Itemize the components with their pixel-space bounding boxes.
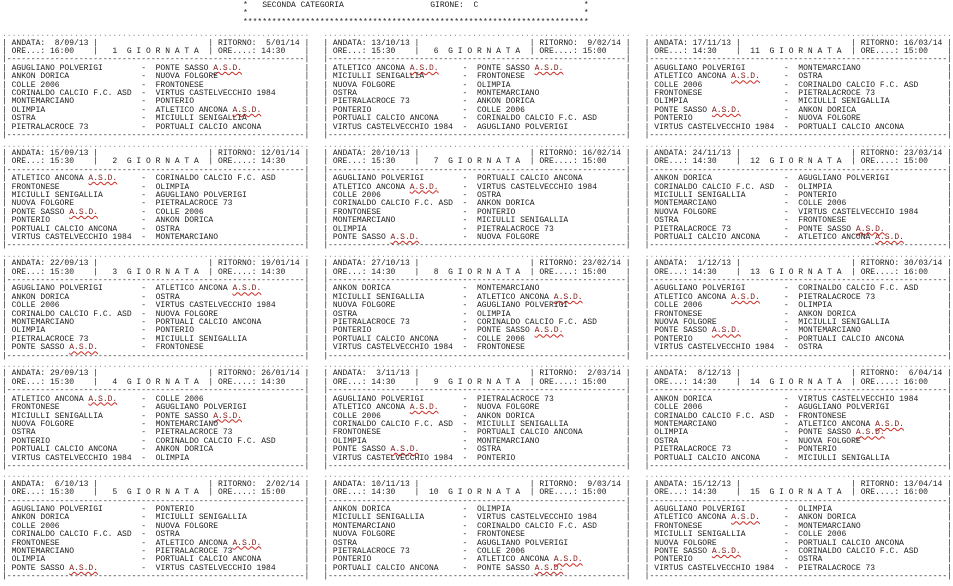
- card-bottom-border: |--------------------------------------------------------------|: [644, 351, 952, 361]
- match-row: | PORTUALI CALCIO ANCONA - MICIULLI SENIGALLIA |: [644, 453, 952, 463]
- match-row: | PIETRALACROCE 73 - PONTERIO |: [644, 445, 952, 455]
- match-row: | AGUGLIANO POLVERIGI - PIETRALACROCE 73 |: [323, 394, 631, 404]
- match-row: | VIRTUS CASTELVECCHIO 1984 - PIETRALACROCE 73 |: [644, 563, 952, 573]
- asd-spellcheck-underline: A.S.D.: [390, 232, 420, 242]
- card-times-row: | ORE...: 15:30 | 5 G I O R N A T A | ORE....: 15:00 |: [2, 488, 310, 498]
- card-separator: |--------------------------------------------------------------|: [323, 276, 631, 285]
- match-row: | COLLE 2006 - OSTRA |: [323, 190, 631, 200]
- match-row: | AGUGLIANO POLVERIGI - ATLETICO ANCONA A.S.D. |: [2, 284, 310, 294]
- match-row: | VIRTUS CASTELVECCHIO 1984 - AGUGLIANO POLVERIGI |: [323, 122, 631, 132]
- match-row: | NUOVA FOLGORE - OLIMPIA |: [323, 80, 631, 90]
- match-row: | AGUGLIANO POLVERIGI - MONTEMARCIANO |: [644, 63, 952, 73]
- match-row: | PONTE SASSO A.S.D. - ANKON DORICA |: [644, 105, 952, 115]
- card-dates-row: | ANDATA: 10/11/13 | | RITORNO: 9/03/14 |: [323, 479, 631, 489]
- asd-spellcheck-underline: A.S.D.: [213, 63, 243, 73]
- asd-spellcheck-underline: A.S.D.: [855, 224, 885, 234]
- match-row: | VIRTUS CASTELVECCHIO 1984 - FRONTONESE |: [323, 343, 631, 353]
- match-row: | NUOVA FOLGORE - PORTUALI CALCIO ANCONA |: [644, 538, 952, 548]
- match-row: | ANKON DORICA - OSTRA |: [2, 292, 310, 302]
- match-row: | FRONTONESE - ANKON DORICA |: [644, 309, 952, 319]
- match-row: | VIRTUS CASTELVECCHIO 1984 - OSTRA |: [644, 343, 952, 353]
- match-row: | AGUGLIANO POLVERIGI - OLIMPIA |: [644, 504, 952, 514]
- asd-spellcheck-underline: A.S.D.: [534, 563, 564, 573]
- match-row: | OSTRA - FRONTONESE |: [644, 216, 952, 226]
- card-separator: |--------------------------------------------------------------|: [644, 165, 952, 175]
- asd-spellcheck-underline: A.S.D.: [232, 284, 262, 294]
- card-dates-row: | ANDATA: 27/10/13 | | RITORNO: 23/02/14 |: [323, 259, 631, 269]
- match-row: | OLIMPIA - MONTEMARCIANO |: [323, 436, 631, 446]
- match-row: | VIRTUS CASTELVECCHIO 1984 - OLIMPIA |: [2, 453, 310, 463]
- card-top-border: ................................................................: [2, 361, 310, 371]
- match-row: | ATLETICO ANCONA A.S.D. - COLLE 2006 |: [2, 394, 310, 404]
- card-dates-row: | ANDATA: 3/11/13 | | RITORNO: 2/03/14 |: [323, 369, 631, 379]
- card-times-row: | ORE...: 14:30 | 12 G I O R N A T A | ORE....: 15:00 |: [644, 157, 952, 167]
- match-row: | OSTRA - AGUGLIANO POLVERIGI |: [323, 538, 631, 548]
- match-row: | ANKON DORICA - AGUGLIANO POLVERIGI |: [644, 174, 952, 184]
- giornata-card-6: [323, 31, 631, 140]
- card-top-border: ................................................................: [644, 361, 952, 371]
- asd-spellcheck-underline: A.S.D.: [409, 182, 439, 192]
- card-dates-row: | ANDATA: 20/10/13 | | RITORNO: 16/02/14 |: [323, 148, 631, 158]
- match-row: | CORINALDO CALCIO F.C. ASD - OLIMPIA |: [644, 182, 952, 192]
- card-dates-row: | ANDATA: 8/09/13 | | RITORNO: 5/01/14 |: [2, 38, 310, 48]
- card-times-row: | ORE...: 15:30 | 2 G I O R N A T A | ORE....: 14:30 |: [2, 157, 310, 167]
- giornata-card-8: [323, 252, 631, 361]
- match-row: | NUOVA FOLGORE - AGUGLIANO POLVERIGI |: [323, 301, 631, 311]
- page-banner: [243, 2, 953, 27]
- giornata-card-9: [323, 362, 631, 471]
- match-row: | PORTUALI CALCIO ANCONA - OSTRA |: [2, 224, 310, 234]
- match-row: | MICIULLI SENIGALLIA - COLLE 2006 |: [644, 530, 952, 540]
- giornata-card-15: [645, 472, 953, 581]
- card-times-row: | ORE...: 15:30 | 6 G I O R N A T A | ORE....: 15:00 |: [323, 47, 631, 57]
- card-top-border: ................................................................: [644, 140, 952, 150]
- match-row: | CORINALDO CALCIO F.C. ASD - MICIULLI SENIGALLIA |: [323, 419, 631, 429]
- asd-spellcheck-underline: A.S.D.: [553, 555, 583, 565]
- match-row: | COLLE 2006 - CORINALDO CALCIO F.C. ASD |: [644, 80, 952, 90]
- card-separator: |--------------------------------------------------------------|: [323, 496, 631, 506]
- match-row: | FRONTONESE - OLIMPIA |: [2, 182, 310, 192]
- match-row: | FRONTONESE - ATLETICO ANCONA A.S.D. |: [2, 538, 310, 548]
- match-row: | PONTERIO - ATLETICO ANCONA A.S.D. |: [323, 555, 631, 565]
- card-times-row: | ORE...: 14:30 | 13 G I O R N A T A | ORE....: 16:00 |: [644, 267, 952, 277]
- match-row: | MICIULLI SENIGALLIA - ATLETICO ANCONA A.S.D. |: [323, 292, 631, 302]
- match-row: | OSTRA - MONTEMARCIANO |: [323, 89, 631, 99]
- match-row: | OSTRA - OLIMPIA |: [323, 309, 631, 319]
- card-separator: |--------------------------------------------------------------|: [323, 165, 631, 175]
- asd-spellcheck-underline: A.S.D.: [88, 394, 118, 404]
- banner-blank-row: * *: [243, 9, 589, 19]
- giornata-card-7: [323, 142, 631, 251]
- asd-spellcheck-underline: A.S.D.: [232, 538, 262, 548]
- card-top-border: ................................................................: [323, 250, 631, 260]
- asd-spellcheck-underline: A.S.D.: [534, 326, 564, 336]
- match-row: | PIETRALACROCE 73 - PONTE SASSO A.S.D. |: [644, 224, 952, 234]
- match-row: | ATLETICO ANCONA A.S.D. - PIETRALACROCE 73 |: [644, 292, 952, 302]
- card-top-border: ................................................................: [323, 471, 631, 481]
- asd-spellcheck-underline: A.S.D.: [731, 513, 760, 523]
- match-row: | PIETRALACROCE 73 - PORTUALI CALCIO ANCONA |: [2, 122, 310, 132]
- asd-spellcheck-underline: A.S.D.: [553, 292, 583, 302]
- match-row: | MICIULLI SENIGALLIA - PONTE SASSO A.S.D. |: [2, 411, 310, 421]
- asd-spellcheck-underline: A.S.D.: [390, 445, 420, 455]
- match-row: | CORINALDO CALCIO F.C. ASD - VIRTUS CASTELVECCHIO 1984 |: [2, 89, 310, 99]
- card-separator: |--------------------------------------------------------------|: [2, 55, 310, 65]
- card-top-border: ................................................................: [644, 250, 952, 260]
- match-row: | FRONTONESE - PORTUALI CALCIO ANCONA |: [323, 428, 631, 438]
- match-row: | CORINALDO CALCIO F.C. ASD - OSTRA |: [2, 530, 310, 540]
- card-bottom-border: |--------------------------------------------------------------|: [2, 241, 310, 251]
- giornata-card-11: [645, 31, 953, 140]
- match-row: | PORTUALI CALCIO ANCONA - ANKON DORICA |: [2, 445, 310, 455]
- match-row: | PONTE SASSO A.S.D. - CORINALDO CALCIO F.C. ASD |: [644, 547, 952, 556]
- asd-spellcheck-underline: A.S.D.: [711, 105, 741, 115]
- match-row: | PONTERIO - PONTE SASSO A.S.D. |: [323, 326, 631, 336]
- match-row: | OLIMPIA - PONTERIO |: [2, 326, 310, 336]
- match-row: | OSTRA - NUOVA FOLGORE |: [644, 436, 952, 446]
- card-bottom-border: |--------------------------------------------------------------|: [323, 572, 631, 582]
- match-row: | NUOVA FOLGORE - MONTEMARCIANO |: [2, 419, 310, 429]
- match-row: | FRONTONESE - PONTERIO |: [323, 207, 631, 217]
- match-row: | CORINALDO CALCIO F.C. ASD - NUOVA FOLGORE |: [2, 309, 310, 319]
- card-times-row: | ORE...: 14:30 | 14 G I O R N A T A | ORE....: 16:00 |: [644, 377, 952, 387]
- match-row: | FRONTONESE - AGUGLIANO POLVERIGI |: [2, 403, 310, 413]
- card-separator: |--------------------------------------------------------------|: [644, 496, 952, 506]
- card-bottom-border: |--------------------------------------------------------------|: [644, 461, 952, 471]
- card-bottom-border: |--------------------------------------------------------------|: [2, 572, 310, 582]
- match-row: | ANKON DORICA - NUOVA FOLGORE |: [2, 72, 310, 82]
- card-dates-row: | ANDATA: 6/10/13 | | RITORNO: 2/02/14 |: [2, 479, 310, 489]
- match-row: | PIETRALACROCE 73 - COLLE 2006 |: [323, 547, 631, 556]
- match-row: | COLLE 2006 - NUOVA FOLGORE |: [2, 521, 310, 531]
- match-row: | MICIULLI SENIGALLIA - AGUGLIANO POLVERIGI |: [2, 190, 310, 200]
- match-row: | OLIMPIA - PIETRALACROCE 73 |: [323, 224, 631, 234]
- match-row: | PONTERIO - CORINALDO CALCIO F.C. ASD |: [2, 436, 310, 446]
- card-times-row: | ORE...: 16:00 | 1 G I O R N A T A | ORE....: 14:30 |: [2, 47, 310, 57]
- card-separator: |--------------------------------------------------------------|: [323, 386, 631, 396]
- card-times-row: | ORE...: 14:30 | 11 G I O R N A T A | ORE....: 15:00 |: [644, 47, 952, 57]
- card-bottom-border: |--------------------------------------------------------------|: [323, 461, 631, 471]
- match-row: | PONTE SASSO A.S.D. - FRONTONESE |: [2, 343, 310, 353]
- match-row: | PONTE SASSO A.S.D. - OSTRA |: [323, 445, 631, 455]
- match-row: | ATLETICO ANCONA A.S.D. - ANKON DORICA |: [644, 513, 952, 523]
- match-row: | MICIULLI SENIGALLIA - VIRTUS CASTELVECCHIO 1984 |: [323, 513, 631, 523]
- card-dates-row: | ANDATA: 17/11/13 | | RITORNO: 16/03/14 |: [644, 38, 952, 48]
- match-row: | PORTUALI CALCIO ANCONA - PONTE SASSO A.S.D. |: [323, 563, 631, 573]
- card-times-row: | ORE...: 15:30 | 7 G I O R N A T A | ORE....: 15:00 |: [323, 157, 631, 167]
- asd-spellcheck-underline: A.S.D.: [69, 207, 99, 217]
- card-top-border: ................................................................: [644, 30, 952, 40]
- card-separator: |--------------------------------------------------------------|: [644, 55, 952, 65]
- card-dates-row: | ANDATA: 15/12/13 | | RITORNO: 13/04/14 |: [644, 479, 952, 489]
- card-top-border: ................................................................: [323, 361, 631, 371]
- card-bottom-border: |--------------------------------------------------------------|: [2, 131, 310, 141]
- banner-title-row: * SECONDA CATEGORIA GIRONE: C *: [243, 1, 589, 10]
- match-row: | AGUGLIANO POLVERIGI - PONTE SASSO A.S.D. |: [2, 63, 310, 73]
- asd-spellcheck-underline: A.S.D.: [213, 411, 243, 421]
- asd-spellcheck-underline: A.S.D.: [409, 63, 439, 73]
- match-row: | NUOVA FOLGORE - MICIULLI SENIGALLIA |: [644, 318, 952, 328]
- card-bottom-border: |--------------------------------------------------------------|: [323, 351, 631, 361]
- card-dates-row: | ANDATA: 13/10/13 | | RITORNO: 9/02/14 |: [323, 38, 631, 48]
- card-dates-row: | ANDATA: 22/09/13 | | RITORNO: 19/01/14 |: [2, 259, 310, 269]
- match-row: | PIETRALACROCE 73 - MICIULLI SENIGALLIA |: [2, 334, 310, 344]
- match-row: | ANKON DORICA - VIRTUS CASTELVECCHIO 1984 |: [644, 394, 952, 404]
- card-dates-row: | ANDATA: 24/11/13 | | RITORNO: 23/03/14 |: [644, 148, 952, 158]
- card-bottom-border: |--------------------------------------------------------------|: [644, 572, 952, 582]
- match-row: | PONTERIO - OSTRA |: [644, 555, 952, 565]
- card-dates-row: | ANDATA: 1/12/13 | | RITORNO: 30/03/14 |: [644, 259, 952, 269]
- banner-stars-row: ************************************************************************: [243, 17, 589, 27]
- match-row: | CORINALDO CALCIO F.C. ASD - ANKON DORICA |: [323, 199, 631, 209]
- fixtures-grid: [0, 31, 953, 581]
- match-row: | OLIMPIA - PONTE SASSO A.S.D. |: [644, 428, 952, 438]
- match-row: | ATLETICO ANCONA A.S.D. - PONTE SASSO A.S.D. |: [323, 63, 631, 73]
- card-separator: |--------------------------------------------------------------|: [2, 496, 310, 506]
- card-top-border: ................................................................: [323, 30, 631, 40]
- match-row: | PONTE SASSO A.S.D. - NUOVA FOLGORE |: [323, 232, 631, 242]
- card-top-border: ................................................................: [2, 140, 310, 150]
- match-row: | ANKON DORICA - OLIMPIA |: [323, 504, 631, 514]
- match-row: | COLLE 2006 - VIRTUS CASTELVECCHIO 1984 |: [2, 301, 310, 311]
- match-row: | ANKON DORICA - MICIULLI SENIGALLIA |: [2, 513, 310, 523]
- match-row: | MONTEMARCIANO - COLLE 2006 |: [644, 199, 952, 209]
- match-row: | MONTEMARCIANO - ATLETICO ANCONA A.S.D. |: [644, 419, 952, 429]
- match-row: | COLLE 2006 - ANKON DORICA |: [323, 411, 631, 421]
- match-row: | OSTRA - MICIULLI SENIGALLIA |: [2, 114, 310, 124]
- card-bottom-border: |--------------------------------------------------------------|: [323, 241, 631, 251]
- card-times-row: | ORE...: 14:30 | 8 G I O R N A T A | ORE....: 15:00 |: [323, 267, 631, 277]
- match-row: | MONTEMARCIANO - PIETRALACROCE 73 |: [2, 547, 310, 556]
- card-times-row: | ORE...: 15:30 | 4 G I O R N A T A | ORE....: 14:30 |: [2, 377, 310, 387]
- match-row: | AGUGLIANO POLVERIGI - CORINALDO CALCIO F.C. ASD |: [644, 284, 952, 294]
- match-row: | PONTERIO - NUOVA FOLGORE |: [644, 114, 952, 124]
- asd-spellcheck-underline: A.S.D.: [731, 292, 760, 302]
- asd-spellcheck-underline: A.S.D.: [875, 232, 904, 242]
- giornata-card-10: [323, 472, 631, 581]
- giornata-card-2: [2, 142, 310, 251]
- match-row: | ANKON DORICA - MONTEMARCIANO |: [323, 284, 631, 294]
- match-row: | MICIULLI SENIGALLIA - PONTERIO |: [644, 190, 952, 200]
- asd-spellcheck-underline: A.S.D.: [711, 547, 741, 556]
- match-row: | MONTEMARCIANO - PONTERIO |: [2, 97, 310, 107]
- match-row: | ATLETICO ANCONA A.S.D. - CORINALDO CALCIO F.C. ASD |: [2, 174, 310, 184]
- card-bottom-border: |--------------------------------------------------------------|: [644, 131, 952, 141]
- card-top-border: ................................................................: [323, 140, 631, 150]
- giornata-card-13: [645, 252, 953, 361]
- card-separator: |--------------------------------------------------------------|: [2, 276, 310, 285]
- match-row: | PONTE SASSO A.S.D. - COLLE 2006 |: [2, 207, 310, 217]
- card-dates-row: | ANDATA: 29/09/13 | | RITORNO: 26/01/14 |: [2, 369, 310, 379]
- asd-spellcheck-underline: A.S.D.: [69, 343, 99, 353]
- asd-spellcheck-underline: A.S.D.: [711, 326, 741, 336]
- card-dates-row: | ANDATA: 15/09/13 | | RITORNO: 12/01/14 |: [2, 148, 310, 158]
- match-row: | OLIMPIA - ATLETICO ANCONA A.S.D. |: [2, 105, 310, 115]
- card-bottom-border: |--------------------------------------------------------------|: [644, 241, 952, 251]
- giornata-card-14: [645, 362, 953, 471]
- match-row: | NUOVA FOLGORE - VIRTUS CASTELVECCHIO 1984 |: [644, 207, 952, 217]
- match-row: | VIRTUS CASTELVECCHIO 1984 - PONTERIO |: [323, 453, 631, 463]
- giornata-card-1: [2, 31, 310, 140]
- match-row: | CORINALDO CALCIO F.C. ASD - FRONTONESE |: [644, 411, 952, 421]
- match-row: | PONTE SASSO A.S.D. - VIRTUS CASTELVECCHIO 1984 |: [2, 563, 310, 573]
- match-row: | NUOVA FOLGORE - PIETRALACROCE 73 |: [2, 199, 310, 209]
- match-row: | PONTERIO - COLLE 2006 |: [323, 105, 631, 115]
- giornata-card-3: [2, 252, 310, 361]
- giornata-card-5: [2, 472, 310, 581]
- match-row: | PIETRALACROCE 73 - CORINALDO CALCIO F.C. ASD |: [323, 318, 631, 328]
- match-row: | MICIULLI SENIGALLIA - FRONTONESE |: [323, 72, 631, 82]
- asd-spellcheck-underline: A.S.D.: [88, 174, 118, 184]
- match-row: | ATLETICO ANCONA A.S.D. - OSTRA |: [644, 72, 952, 82]
- match-row: | VIRTUS CASTELVECCHIO 1984 - MONTEMARCIANO |: [2, 232, 310, 242]
- card-times-row: | ORE...: 15:30 | 3 G I O R N A T A | ORE....: 14:30 |: [2, 267, 310, 277]
- asd-spellcheck-underline: A.S.D.: [875, 419, 904, 429]
- match-row: | PORTUALI CALCIO ANCONA - CORINALDO CALCIO F.C. ASD |: [323, 114, 631, 124]
- match-row: | ATLETICO ANCONA A.S.D. - NUOVA FOLGORE |: [323, 403, 631, 413]
- match-row: | FRONTONESE - PIETRALACROCE 73 |: [644, 89, 952, 99]
- asd-spellcheck-underline: A.S.D.: [409, 403, 439, 413]
- match-row: | COLLE 2006 - AGUGLIANO POLVERIGI |: [644, 403, 952, 413]
- card-dates-row: | ANDATA: 8/12/13 | | RITORNO: 6/04/14 |: [644, 369, 952, 379]
- match-row: | AGUGLIANO POLVERIGI - PONTERIO |: [2, 504, 310, 514]
- match-row: | ATLETICO ANCONA A.S.D. - VIRTUS CASTELVECCHIO 1984 |: [323, 182, 631, 192]
- asd-spellcheck-underline: A.S.D.: [731, 72, 760, 82]
- card-separator: |--------------------------------------------------------------|: [644, 386, 952, 396]
- giornata-card-12: [645, 142, 953, 251]
- card-bottom-border: |--------------------------------------------------------------|: [2, 351, 310, 361]
- card-separator: |--------------------------------------------------------------|: [2, 386, 310, 396]
- card-top-border: ................................................................: [2, 471, 310, 481]
- match-row: | OLIMPIA - PORTUALI CALCIO ANCONA |: [2, 555, 310, 565]
- match-row: | MONTEMARCIANO - PORTUALI CALCIO ANCONA |: [2, 318, 310, 328]
- card-top-border: ................................................................: [644, 471, 952, 481]
- match-row: | PORTUALI CALCIO ANCONA - ATLETICO ANCONA A.S.D. |: [644, 232, 952, 242]
- card-times-row: | ORE...: 14:30 | 9 G I O R N A T A | ORE....: 15:00 |: [323, 377, 631, 387]
- giornata-card-4: [2, 362, 310, 471]
- card-times-row: | ORE...: 14:30 | 15 G I O R N A T A | ORE....: 16:00 |: [644, 488, 952, 498]
- match-row: | MONTEMARCIANO - CORINALDO CALCIO F.C. ASD |: [323, 521, 631, 531]
- match-row: | PONTE SASSO A.S.D. - MONTEMARCIANO |: [644, 326, 952, 336]
- match-row: | PONTERIO - PORTUALI CALCIO ANCONA |: [644, 334, 952, 344]
- match-row: | COLLE 2006 - OLIMPIA |: [644, 301, 952, 311]
- card-times-row: | ORE...: 14:30 | 10 G I O R N A T A | ORE....: 15:00 |: [323, 488, 631, 498]
- match-row: | OLIMPIA - MICIULLI SENIGALLIA |: [644, 97, 952, 107]
- match-row: | PIETRALACROCE 73 - ANKON DORICA |: [323, 97, 631, 107]
- card-top-border: ................................................................: [2, 250, 310, 260]
- match-row: | PONTERIO - ANKON DORICA |: [2, 216, 310, 226]
- card-separator: |--------------------------------------------------------------|: [644, 276, 952, 285]
- card-bottom-border: |--------------------------------------------------------------|: [323, 131, 631, 141]
- match-row: | VIRTUS CASTELVECCHIO 1984 - PORTUALI CALCIO ANCONA |: [644, 122, 952, 132]
- match-row: | OSTRA - PIETRALACROCE 73 |: [2, 428, 310, 438]
- card-bottom-border: |--------------------------------------------------------------|: [2, 461, 310, 471]
- asd-spellcheck-underline: A.S.D.: [69, 563, 99, 573]
- asd-spellcheck-underline: A.S.D.: [534, 63, 564, 73]
- card-separator: |--------------------------------------------------------------|: [2, 165, 310, 175]
- match-row: | NUOVA FOLGORE - FRONTONESE |: [323, 530, 631, 540]
- match-row: | MONTEMARCIANO - MICIULLI SENIGALLIA |: [323, 216, 631, 226]
- match-row: | COLLE 2006 - FRONTONESE |: [2, 80, 310, 90]
- match-row: | AGUGLIANO POLVERIGI - PORTUALI CALCIO ANCONA |: [323, 174, 631, 184]
- card-separator: |--------------------------------------------------------------|: [323, 55, 631, 65]
- asd-spellcheck-underline: A.S.D.: [232, 105, 262, 115]
- asd-spellcheck-underline: A.S.D.: [855, 428, 885, 438]
- card-top-border: ................................................................: [2, 30, 310, 40]
- match-row: | FRONTONESE - MONTEMARCIANO |: [644, 521, 952, 531]
- match-row: | PORTUALI CALCIO ANCONA - COLLE 2006 |: [323, 334, 631, 344]
